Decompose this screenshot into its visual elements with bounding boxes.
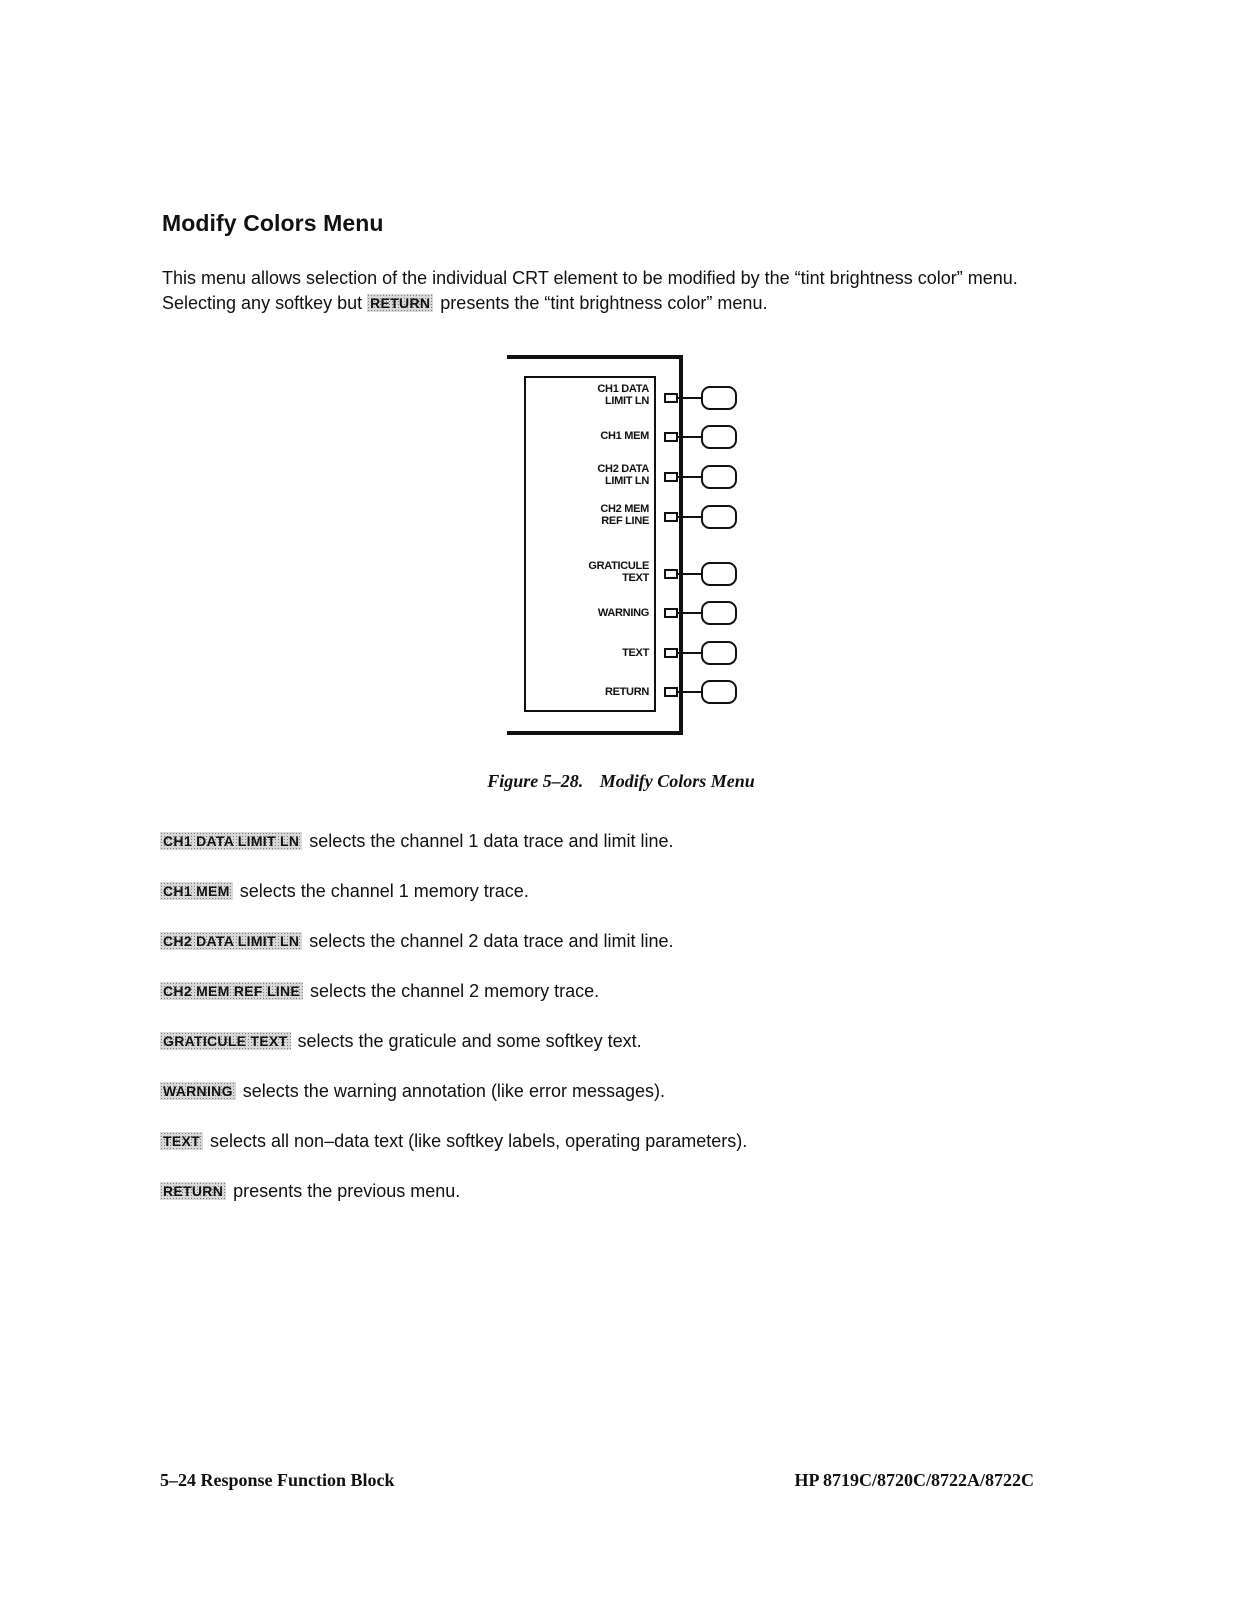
definition-text: selects all non–data text (like softkey labels, operating parameters). [210,1131,748,1151]
softkey-ch1-data-limit-ln: CH1 DATA LIMIT LN [160,832,302,850]
softkey-connector-line [677,516,703,518]
softkey-button-6[interactable] [701,601,737,625]
softkey-connector [664,569,678,579]
softkey-graticule-text: GRATICULE TEXT [160,1032,291,1050]
softkey-label-graticule-text: GRATICULE TEXT [588,560,649,584]
definition-item [160,929,747,979]
definition-text: selects the channel 2 data trace and limit line. [309,931,674,951]
softkey-connector [664,393,678,403]
bezel-top-edge [507,355,682,359]
softkey-button-7[interactable] [701,641,737,665]
footer-model-numbers: HP 8719C/8720C/8722A/8722C [794,1470,1034,1490]
definition-item [160,979,747,1029]
softkey-connector [664,512,678,522]
figure-caption [0,771,1242,792]
intro-text-start: This menu allows selection of the individual CRT element to be modified by the “tint brightness color” menu. Selecting any softkey but [162,268,1018,313]
bezel-right-edge [679,355,683,735]
softkey-connector-line [677,573,703,575]
softkey-button-8[interactable] [701,680,737,704]
softkey-button-1[interactable] [701,386,737,410]
definition-text: presents the previous menu. [233,1181,461,1201]
softkey-connector-line [677,612,703,614]
softkey-connector-line [677,397,703,399]
definition-item [160,1079,747,1129]
softkey-connector [664,648,678,658]
softkey-connector [664,687,678,697]
definition-text: selects the channel 1 memory trace. [239,881,529,901]
softkey-return-inline: RETURN [367,294,433,312]
softkey-label-text: TEXT [622,647,649,659]
page-title: Modify Colors Menu [162,210,384,236]
softkey-connector-line [677,476,703,478]
softkey-label-return: RETURN [604,686,649,698]
definition-item [160,1029,747,1079]
definition-text: selects the channel 2 memory trace. [310,981,600,1001]
softkey-connector-line [677,652,703,654]
softkey-label-ch1-data-limit-ln: CH1 DATA LIMIT LN [597,383,649,407]
softkey-ch2-data-limit-ln: CH2 DATA LIMIT LN [160,932,302,950]
definition-text: selects the channel 1 data trace and limit line. [309,831,674,851]
softkey-connector [664,472,678,482]
intro-paragraph [162,266,1092,316]
softkey-label-ch2-mem-ref-line: CH2 MEM REF LINE [600,503,649,527]
softkey-button-3[interactable] [701,465,737,489]
definition-item [160,829,747,879]
figure-title: Modify Colors Menu [599,771,755,791]
softkey-button-4[interactable] [701,505,737,529]
crt-screen [524,376,656,712]
softkey-connector-line [677,436,703,438]
softkey-button-2[interactable] [701,425,737,449]
softkey-warning: WARNING [160,1082,236,1100]
definition-item [160,1179,747,1229]
softkey-connector [664,608,678,618]
softkey-button-5[interactable] [701,562,737,586]
figure-number: Figure 5–28. [487,771,584,791]
intro-text-end: presents the “tint brightness color” menu. [440,293,768,313]
footer-page-section: 5–24 Response Function Block [160,1470,395,1490]
softkey-ch1-mem: CH1 MEM [160,882,233,900]
softkey-ch2-mem-ref-line: CH2 MEM REF LINE [160,982,303,1000]
softkey-menu-figure [505,353,745,738]
softkey-connector [664,432,678,442]
softkey-connector-line [677,691,703,693]
softkey-label-ch2-data-limit-ln: CH2 DATA LIMIT LN [597,463,649,487]
softkey-return: RETURN [160,1182,226,1200]
softkey-definitions [160,829,747,1229]
softkey-label-ch1-mem: CH1 MEM [600,430,649,442]
bezel-bottom-edge [507,731,683,735]
softkey-label-warning: WARNING [597,607,649,619]
softkey-text: TEXT [160,1132,203,1150]
definition-item [160,879,747,929]
definition-item [160,1129,747,1179]
definition-text: selects the warning annotation (like error messages). [242,1081,665,1101]
definition-text: selects the graticule and some softkey text. [297,1031,642,1051]
